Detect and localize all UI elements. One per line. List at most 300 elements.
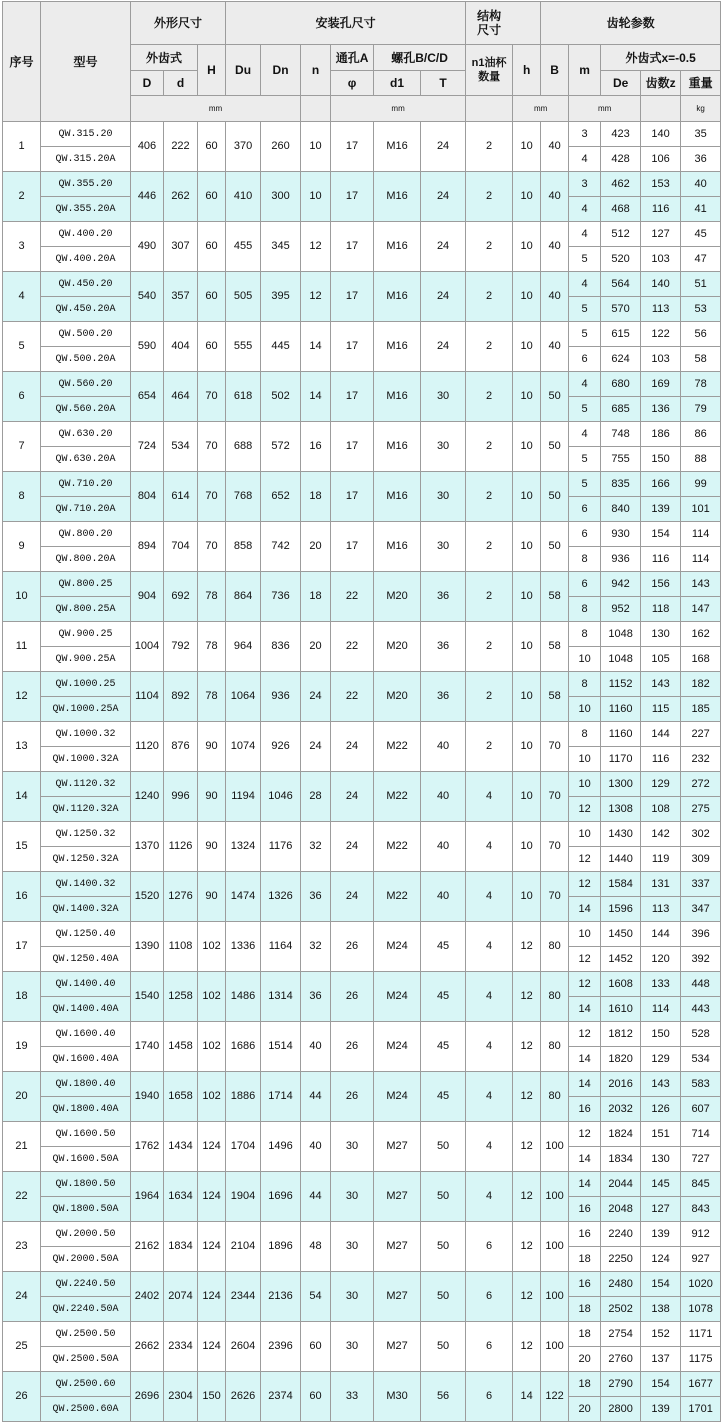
- structure-b-cell: 70: [541, 722, 569, 772]
- tip-diameter-cell: 1440: [601, 847, 641, 872]
- tip-diameter-cell: 2048: [601, 1197, 641, 1222]
- header-tip-diameter: De: [601, 71, 641, 96]
- model-cell: QW.1800.50A: [41, 1197, 131, 1222]
- structure-h-cell: 10: [513, 472, 541, 522]
- module-cell: 16: [569, 1222, 601, 1247]
- table-row: [3, 772, 721, 797]
- inner-diameter-cell: 1834: [164, 1222, 198, 1272]
- tip-diameter-cell: 1610: [601, 997, 641, 1022]
- structure-b-cell: 80: [541, 1022, 569, 1072]
- table-row: [3, 1372, 721, 1397]
- unit-cell-empty: [641, 96, 681, 122]
- height-cell: 124: [198, 1122, 226, 1172]
- hole-count-cell: 40: [301, 1122, 331, 1172]
- weight-cell: 347: [681, 897, 721, 922]
- inner-diameter-cell: 2334: [164, 1322, 198, 1372]
- module-cell: 10: [569, 772, 601, 797]
- weight-cell: 114: [681, 522, 721, 547]
- module-cell: 12: [569, 947, 601, 972]
- weight-cell: 275: [681, 797, 721, 822]
- structure-h-cell: 10: [513, 522, 541, 572]
- tip-diameter-cell: 1308: [601, 797, 641, 822]
- tip-diameter-cell: 428: [601, 147, 641, 172]
- thread-depth-cell: 36: [421, 672, 466, 722]
- structure-b-cell: 50: [541, 522, 569, 572]
- hole-count-cell: 10: [301, 172, 331, 222]
- inner-bolt-circle-cell: 1046: [261, 772, 301, 822]
- hole-count-cell: 32: [301, 922, 331, 972]
- header-no: 序号: [3, 2, 41, 122]
- module-cell: 12: [569, 797, 601, 822]
- hole-count-cell: 10: [301, 122, 331, 172]
- module-cell: 6: [569, 522, 601, 547]
- through-hole-cell: 17: [331, 472, 374, 522]
- weight-cell: 79: [681, 397, 721, 422]
- inner-diameter-cell: 892: [164, 672, 198, 722]
- table-row: [3, 272, 721, 297]
- grease-nipple-count-cell: 2: [466, 172, 513, 222]
- through-hole-cell: 30: [331, 1172, 374, 1222]
- thread-depth-cell: 36: [421, 622, 466, 672]
- structure-h-cell: 10: [513, 722, 541, 772]
- tip-diameter-cell: 462: [601, 172, 641, 197]
- thread-depth-cell: 45: [421, 1072, 466, 1122]
- tooth-count-cell: 105: [641, 647, 681, 672]
- module-cell: 5: [569, 472, 601, 497]
- tooth-count-cell: 166: [641, 472, 681, 497]
- inner-diameter-cell: 464: [164, 372, 198, 422]
- structure-b-cell: 80: [541, 972, 569, 1022]
- outer-diameter-cell: 1240: [131, 772, 164, 822]
- row-number-cell: 15: [3, 822, 41, 872]
- module-cell: 8: [569, 547, 601, 572]
- table-row: [3, 972, 721, 997]
- outer-bolt-circle-cell: 1336: [226, 922, 261, 972]
- row-number-cell: 7: [3, 422, 41, 472]
- module-cell: 18: [569, 1322, 601, 1347]
- through-hole-cell: 17: [331, 172, 374, 222]
- structure-h-cell: 10: [513, 222, 541, 272]
- structure-b-cell: 40: [541, 272, 569, 322]
- structure-h-cell: 12: [513, 972, 541, 1022]
- row-number-cell: 19: [3, 1022, 41, 1072]
- height-cell: 124: [198, 1172, 226, 1222]
- weight-cell: 227: [681, 722, 721, 747]
- hole-count-cell: 44: [301, 1072, 331, 1122]
- tooth-count-cell: 153: [641, 172, 681, 197]
- thread-depth-cell: 50: [421, 1272, 466, 1322]
- grease-nipple-count-cell: 2: [466, 472, 513, 522]
- structure-b-cell: 70: [541, 772, 569, 822]
- model-cell: QW.800.20: [41, 522, 131, 547]
- tooth-count-cell: 150: [641, 1022, 681, 1047]
- weight-cell: 147: [681, 597, 721, 622]
- module-cell: 14: [569, 897, 601, 922]
- module-cell: 16: [569, 1197, 601, 1222]
- structure-b-cell: 50: [541, 372, 569, 422]
- weight-cell: 727: [681, 1147, 721, 1172]
- inner-bolt-circle-cell: 2396: [261, 1322, 301, 1372]
- outer-bolt-circle-cell: 1324: [226, 822, 261, 872]
- height-cell: 90: [198, 722, 226, 772]
- model-cell: QW.1600.40: [41, 1022, 131, 1047]
- tip-diameter-cell: 2480: [601, 1272, 641, 1297]
- weight-cell: 714: [681, 1122, 721, 1147]
- outer-bolt-circle-cell: 2104: [226, 1222, 261, 1272]
- weight-cell: 1078: [681, 1297, 721, 1322]
- weight-cell: 927: [681, 1247, 721, 1272]
- weight-cell: 337: [681, 872, 721, 897]
- outer-bolt-circle-cell: 1074: [226, 722, 261, 772]
- table-row: [3, 372, 721, 397]
- structure-h-cell: 10: [513, 172, 541, 222]
- structure-b-cell: 80: [541, 1072, 569, 1122]
- structure-h-cell: 12: [513, 1022, 541, 1072]
- height-cell: 78: [198, 622, 226, 672]
- through-hole-cell: 17: [331, 422, 374, 472]
- thread-depth-cell: 40: [421, 772, 466, 822]
- table-row: [3, 1222, 721, 1247]
- module-cell: 16: [569, 1272, 601, 1297]
- tip-diameter-cell: 1584: [601, 872, 641, 897]
- tooth-count-cell: 113: [641, 297, 681, 322]
- tip-diameter-cell: 2032: [601, 1097, 641, 1122]
- inner-diameter-cell: 996: [164, 772, 198, 822]
- model-cell: QW.1400.40: [41, 972, 131, 997]
- thread-size-cell: M24: [374, 1022, 421, 1072]
- inner-bolt-circle-cell: 345: [261, 222, 301, 272]
- table-row: [3, 1022, 721, 1047]
- outer-bolt-circle-cell: 618: [226, 372, 261, 422]
- header-model: 型号: [41, 2, 131, 122]
- table-row: [3, 1322, 721, 1347]
- thread-depth-cell: 30: [421, 372, 466, 422]
- model-cell: QW.1250.32: [41, 822, 131, 847]
- grease-nipple-count-cell: 6: [466, 1272, 513, 1322]
- row-number-cell: 18: [3, 972, 41, 1022]
- structure-h-cell: 12: [513, 1322, 541, 1372]
- weight-cell: 99: [681, 472, 721, 497]
- tooth-count-cell: 186: [641, 422, 681, 447]
- weight-cell: 232: [681, 747, 721, 772]
- inner-diameter-cell: 404: [164, 322, 198, 372]
- through-hole-cell: 26: [331, 922, 374, 972]
- thread-depth-cell: 45: [421, 1022, 466, 1072]
- grease-nipple-count-cell: 2: [466, 222, 513, 272]
- structure-b-cell: 40: [541, 222, 569, 272]
- height-cell: 90: [198, 772, 226, 822]
- outer-diameter-cell: 406: [131, 122, 164, 172]
- tooth-count-cell: 156: [641, 572, 681, 597]
- thread-size-cell: M22: [374, 722, 421, 772]
- thread-depth-cell: 24: [421, 322, 466, 372]
- hole-count-cell: 14: [301, 322, 331, 372]
- height-cell: 78: [198, 572, 226, 622]
- outer-bolt-circle-cell: 2604: [226, 1322, 261, 1372]
- inner-diameter-cell: 704: [164, 522, 198, 572]
- thread-depth-cell: 40: [421, 822, 466, 872]
- outer-bolt-circle-cell: 964: [226, 622, 261, 672]
- header-structure-b: B: [541, 45, 569, 96]
- model-cell: QW.500.20: [41, 322, 131, 347]
- tip-diameter-cell: 942: [601, 572, 641, 597]
- row-number-cell: 17: [3, 922, 41, 972]
- row-number-cell: 6: [3, 372, 41, 422]
- tooth-count-cell: 140: [641, 122, 681, 147]
- height-cell: 124: [198, 1222, 226, 1272]
- hole-count-cell: 24: [301, 672, 331, 722]
- tip-diameter-cell: 1152: [601, 672, 641, 697]
- structure-h-cell: 10: [513, 822, 541, 872]
- tooth-count-cell: 139: [641, 1222, 681, 1247]
- outer-diameter-cell: 2696: [131, 1372, 164, 1422]
- module-cell: 14: [569, 1147, 601, 1172]
- hole-count-cell: 36: [301, 972, 331, 1022]
- weight-cell: 101: [681, 497, 721, 522]
- module-cell: 8: [569, 672, 601, 697]
- grease-nipple-count-cell: 2: [466, 122, 513, 172]
- inner-bolt-circle-cell: 1896: [261, 1222, 301, 1272]
- through-hole-cell: 17: [331, 322, 374, 372]
- height-cell: 60: [198, 322, 226, 372]
- structure-b-cell: 100: [541, 1172, 569, 1222]
- module-cell: 8: [569, 722, 601, 747]
- table-row: [3, 422, 721, 447]
- structure-h-cell: 10: [513, 372, 541, 422]
- through-hole-cell: 17: [331, 272, 374, 322]
- tooth-count-cell: 130: [641, 622, 681, 647]
- height-cell: 102: [198, 1022, 226, 1072]
- outer-bolt-circle-cell: 1886: [226, 1072, 261, 1122]
- through-hole-cell: 30: [331, 1272, 374, 1322]
- tooth-count-cell: 126: [641, 1097, 681, 1122]
- tooth-count-cell: 151: [641, 1122, 681, 1147]
- table-row: [3, 1122, 721, 1147]
- module-cell: 4: [569, 197, 601, 222]
- structure-b-cell: 40: [541, 122, 569, 172]
- model-cell: QW.1800.40A: [41, 1097, 131, 1122]
- table-row: [3, 122, 721, 147]
- tip-diameter-cell: 680: [601, 372, 641, 397]
- weight-cell: 40: [681, 172, 721, 197]
- inner-diameter-cell: 2304: [164, 1372, 198, 1422]
- model-cell: QW.1000.32: [41, 722, 131, 747]
- weight-cell: 51: [681, 272, 721, 297]
- unit-cell: mm: [513, 96, 569, 122]
- module-cell: 20: [569, 1347, 601, 1372]
- table-row: [3, 672, 721, 697]
- outer-diameter-cell: 1964: [131, 1172, 164, 1222]
- weight-cell: 1020: [681, 1272, 721, 1297]
- tooth-count-cell: 122: [641, 322, 681, 347]
- weight-cell: 272: [681, 772, 721, 797]
- weight-cell: 302: [681, 822, 721, 847]
- header-through-hole: 通孔A: [331, 45, 374, 71]
- weight-cell: 182: [681, 672, 721, 697]
- hole-count-cell: 48: [301, 1222, 331, 1272]
- grease-nipple-count-cell: 6: [466, 1372, 513, 1422]
- hole-count-cell: 28: [301, 772, 331, 822]
- thread-size-cell: M24: [374, 922, 421, 972]
- tooth-count-cell: 124: [641, 1247, 681, 1272]
- row-number-cell: 13: [3, 722, 41, 772]
- table-header: [3, 2, 721, 122]
- grease-nipple-count-cell: 4: [466, 872, 513, 922]
- tip-diameter-cell: 1430: [601, 822, 641, 847]
- thread-depth-cell: 56: [421, 1372, 466, 1422]
- module-cell: 3: [569, 122, 601, 147]
- thread-depth-cell: 45: [421, 972, 466, 1022]
- model-cell: QW.400.20: [41, 222, 131, 247]
- height-cell: 124: [198, 1322, 226, 1372]
- tip-diameter-cell: 952: [601, 597, 641, 622]
- thread-size-cell: M16: [374, 522, 421, 572]
- tip-diameter-cell: 2800: [601, 1397, 641, 1422]
- outer-bolt-circle-cell: 1486: [226, 972, 261, 1022]
- thread-depth-cell: 40: [421, 722, 466, 772]
- tip-diameter-cell: 2502: [601, 1297, 641, 1322]
- outer-diameter-cell: 1120: [131, 722, 164, 772]
- thread-depth-cell: 24: [421, 222, 466, 272]
- model-cell: QW.800.25: [41, 572, 131, 597]
- row-number-cell: 5: [3, 322, 41, 372]
- structure-h-cell: 10: [513, 122, 541, 172]
- model-cell: QW.1600.50: [41, 1122, 131, 1147]
- weight-cell: 528: [681, 1022, 721, 1047]
- height-cell: 60: [198, 172, 226, 222]
- tip-diameter-cell: 1048: [601, 647, 641, 672]
- module-cell: 4: [569, 222, 601, 247]
- module-cell: 14: [569, 1172, 601, 1197]
- structure-b-cell: 70: [541, 872, 569, 922]
- outer-diameter-cell: 1370: [131, 822, 164, 872]
- unit-cell-empty: [301, 96, 331, 122]
- weight-cell: 56: [681, 322, 721, 347]
- header-structure-label: 结构尺寸: [477, 9, 502, 37]
- module-cell: 18: [569, 1297, 601, 1322]
- row-number-cell: 2: [3, 172, 41, 222]
- structure-b-cell: 100: [541, 1272, 569, 1322]
- module-cell: 5: [569, 322, 601, 347]
- weight-cell: 448: [681, 972, 721, 997]
- height-cell: 60: [198, 272, 226, 322]
- tip-diameter-cell: 423: [601, 122, 641, 147]
- table-row: [3, 1072, 721, 1097]
- grease-nipple-count-cell: 4: [466, 1122, 513, 1172]
- model-cell: QW.1800.40: [41, 1072, 131, 1097]
- row-number-cell: 14: [3, 772, 41, 822]
- grease-nipple-count-cell: 4: [466, 1022, 513, 1072]
- tip-diameter-cell: 1160: [601, 697, 641, 722]
- model-cell: QW.1800.50: [41, 1172, 131, 1197]
- tip-diameter-cell: 570: [601, 297, 641, 322]
- outer-diameter-cell: 2662: [131, 1322, 164, 1372]
- tooth-count-cell: 142: [641, 822, 681, 847]
- header-gear-parameters: 齿轮参数: [541, 2, 721, 45]
- tip-diameter-cell: 1452: [601, 947, 641, 972]
- model-cell: QW.710.20: [41, 472, 131, 497]
- module-cell: 18: [569, 1247, 601, 1272]
- tooth-count-cell: 119: [641, 847, 681, 872]
- through-hole-cell: 17: [331, 222, 374, 272]
- inner-diameter-cell: 1276: [164, 872, 198, 922]
- weight-cell: 88: [681, 447, 721, 472]
- model-cell: QW.1400.32A: [41, 897, 131, 922]
- tip-diameter-cell: 2250: [601, 1247, 641, 1272]
- outer-diameter-cell: 1762: [131, 1122, 164, 1172]
- height-cell: 60: [198, 122, 226, 172]
- structure-h-cell: 12: [513, 1222, 541, 1272]
- model-cell: QW.1600.40A: [41, 1047, 131, 1072]
- hole-count-cell: 36: [301, 872, 331, 922]
- weight-cell: 86: [681, 422, 721, 447]
- inner-bolt-circle-cell: 736: [261, 572, 301, 622]
- row-number-cell: 23: [3, 1222, 41, 1272]
- slewing-bearing-spec-table: [2, 1, 721, 1422]
- row-number-cell: 3: [3, 222, 41, 272]
- module-cell: 6: [569, 572, 601, 597]
- through-hole-cell: 26: [331, 1022, 374, 1072]
- module-cell: 5: [569, 447, 601, 472]
- grease-nipple-count-cell: 2: [466, 722, 513, 772]
- inner-bolt-circle-cell: 1514: [261, 1022, 301, 1072]
- tooth-count-cell: 145: [641, 1172, 681, 1197]
- row-number-cell: 12: [3, 672, 41, 722]
- thread-size-cell: M27: [374, 1222, 421, 1272]
- weight-cell: 1175: [681, 1347, 721, 1372]
- structure-h-cell: 10: [513, 572, 541, 622]
- height-cell: 102: [198, 972, 226, 1022]
- tooth-count-cell: 137: [641, 1347, 681, 1372]
- inner-diameter-cell: 1258: [164, 972, 198, 1022]
- model-cell: QW.1120.32: [41, 772, 131, 797]
- tooth-count-cell: 120: [641, 947, 681, 972]
- module-cell: 10: [569, 822, 601, 847]
- weight-cell: 309: [681, 847, 721, 872]
- tip-diameter-cell: 1300: [601, 772, 641, 797]
- structure-h-cell: 10: [513, 772, 541, 822]
- tip-diameter-cell: 1834: [601, 1147, 641, 1172]
- tip-diameter-cell: 2044: [601, 1172, 641, 1197]
- thread-depth-cell: 24: [421, 172, 466, 222]
- tip-diameter-cell: 835: [601, 472, 641, 497]
- tooth-count-cell: 118: [641, 597, 681, 622]
- thread-size-cell: M16: [374, 322, 421, 372]
- thread-size-cell: M30: [374, 1372, 421, 1422]
- grease-nipple-count-cell: 4: [466, 922, 513, 972]
- header-structure-h: h: [513, 45, 541, 96]
- header-external-gear-modification: 外齿式x=-0.5: [601, 45, 721, 71]
- outer-diameter-cell: 1540: [131, 972, 164, 1022]
- outer-bolt-circle-cell: 370: [226, 122, 261, 172]
- outer-bolt-circle-cell: 1064: [226, 672, 261, 722]
- tooth-count-cell: 114: [641, 997, 681, 1022]
- outer-bolt-circle-cell: 688: [226, 422, 261, 472]
- table-row: [3, 1172, 721, 1197]
- inner-bolt-circle-cell: 1314: [261, 972, 301, 1022]
- outer-diameter-cell: 1004: [131, 622, 164, 672]
- model-cell: QW.2240.50A: [41, 1297, 131, 1322]
- tip-diameter-cell: 930: [601, 522, 641, 547]
- model-cell: QW.1400.40A: [41, 997, 131, 1022]
- table-row: [3, 572, 721, 597]
- tip-diameter-cell: 755: [601, 447, 641, 472]
- through-hole-cell: 17: [331, 372, 374, 422]
- table-row: [3, 522, 721, 547]
- inner-diameter-cell: 222: [164, 122, 198, 172]
- grease-nipple-count-cell: 2: [466, 422, 513, 472]
- inner-diameter-cell: 1126: [164, 822, 198, 872]
